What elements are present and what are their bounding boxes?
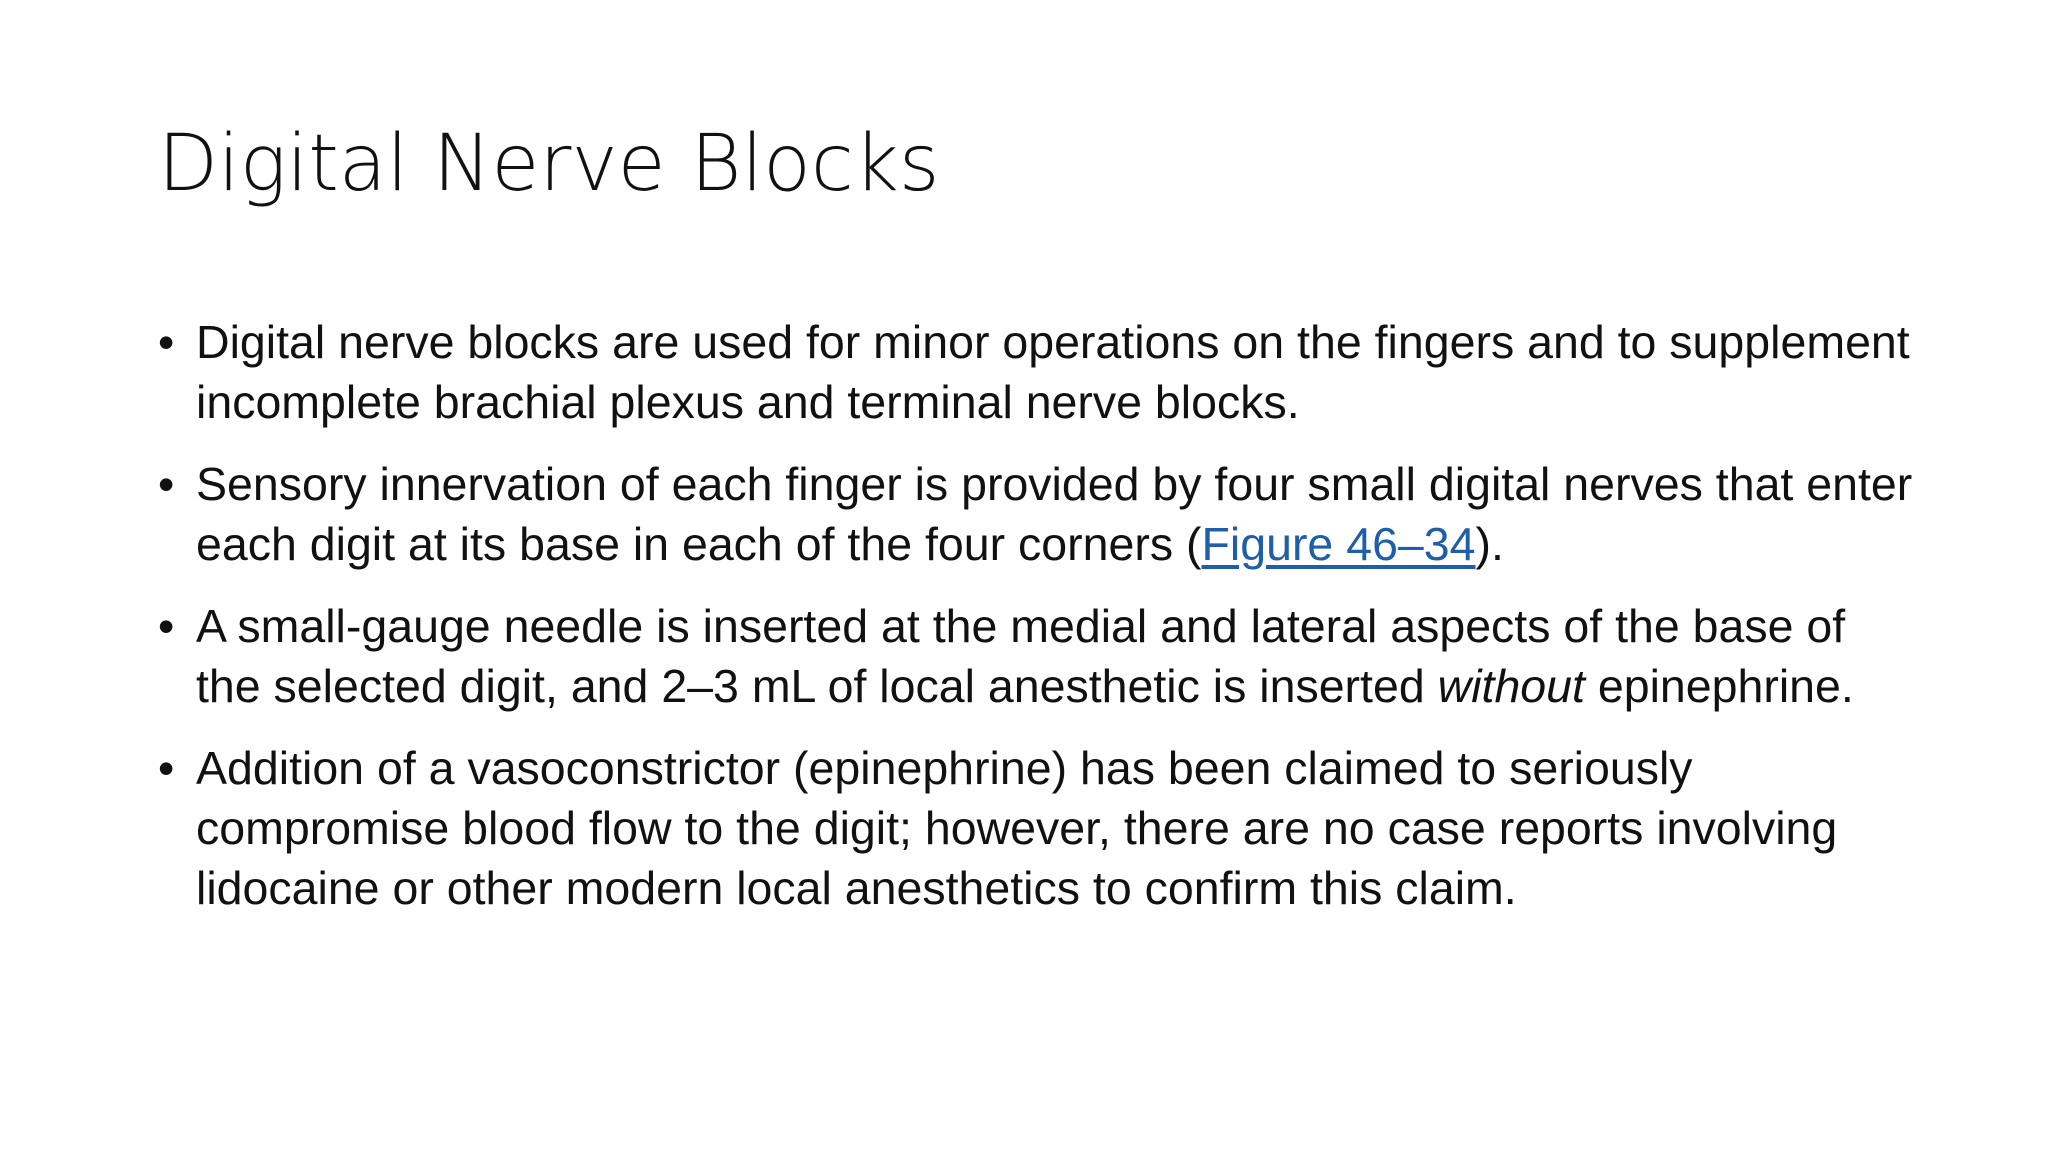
- bullet-list: [158, 312, 1918, 940]
- bullet-icon: •: [158, 458, 175, 510]
- bullet-icon: •: [158, 600, 175, 652]
- bullet-text: Addition of a vasoconstrictor (epinephrine) has been claimed to seriously compromise blood flow to the digit; however, there are no case reports involving lidocaine or other modern local anesthetics to confirm this claim.: [196, 742, 1838, 914]
- bullet-item-2: [158, 454, 1918, 574]
- bullet-item-3: [158, 596, 1918, 716]
- bullet-text: Digital nerve blocks are used for minor operations on the fingers and to supplement incomplete brachial plexus and terminal nerve blocks.: [196, 316, 1910, 428]
- bullet-icon: •: [158, 742, 175, 794]
- figure-reference-link[interactable]: Figure 46–34: [1201, 518, 1476, 570]
- bullet-text-before-emphasis: A small-gauge needle is inserted at the medial and lateral aspects of the base of the selected digit, and 2–3 mL of local anesthetic is inserted: [196, 600, 1846, 712]
- slide-title: Digital Nerve Blocks: [158, 119, 940, 209]
- bullet-item-1: [158, 312, 1918, 432]
- bullet-text-before-link: Sensory innervation of each finger is provided by four small digital nerves that enter each digit at its base in each of the four corners (: [196, 458, 1913, 570]
- bullet-emphasis: without: [1437, 660, 1585, 712]
- bullet-icon: •: [158, 316, 175, 368]
- bullet-text-after-link: ).: [1475, 518, 1504, 570]
- bullet-item-4: [158, 738, 1918, 918]
- bullet-text-after-emphasis: epinephrine.: [1584, 660, 1854, 712]
